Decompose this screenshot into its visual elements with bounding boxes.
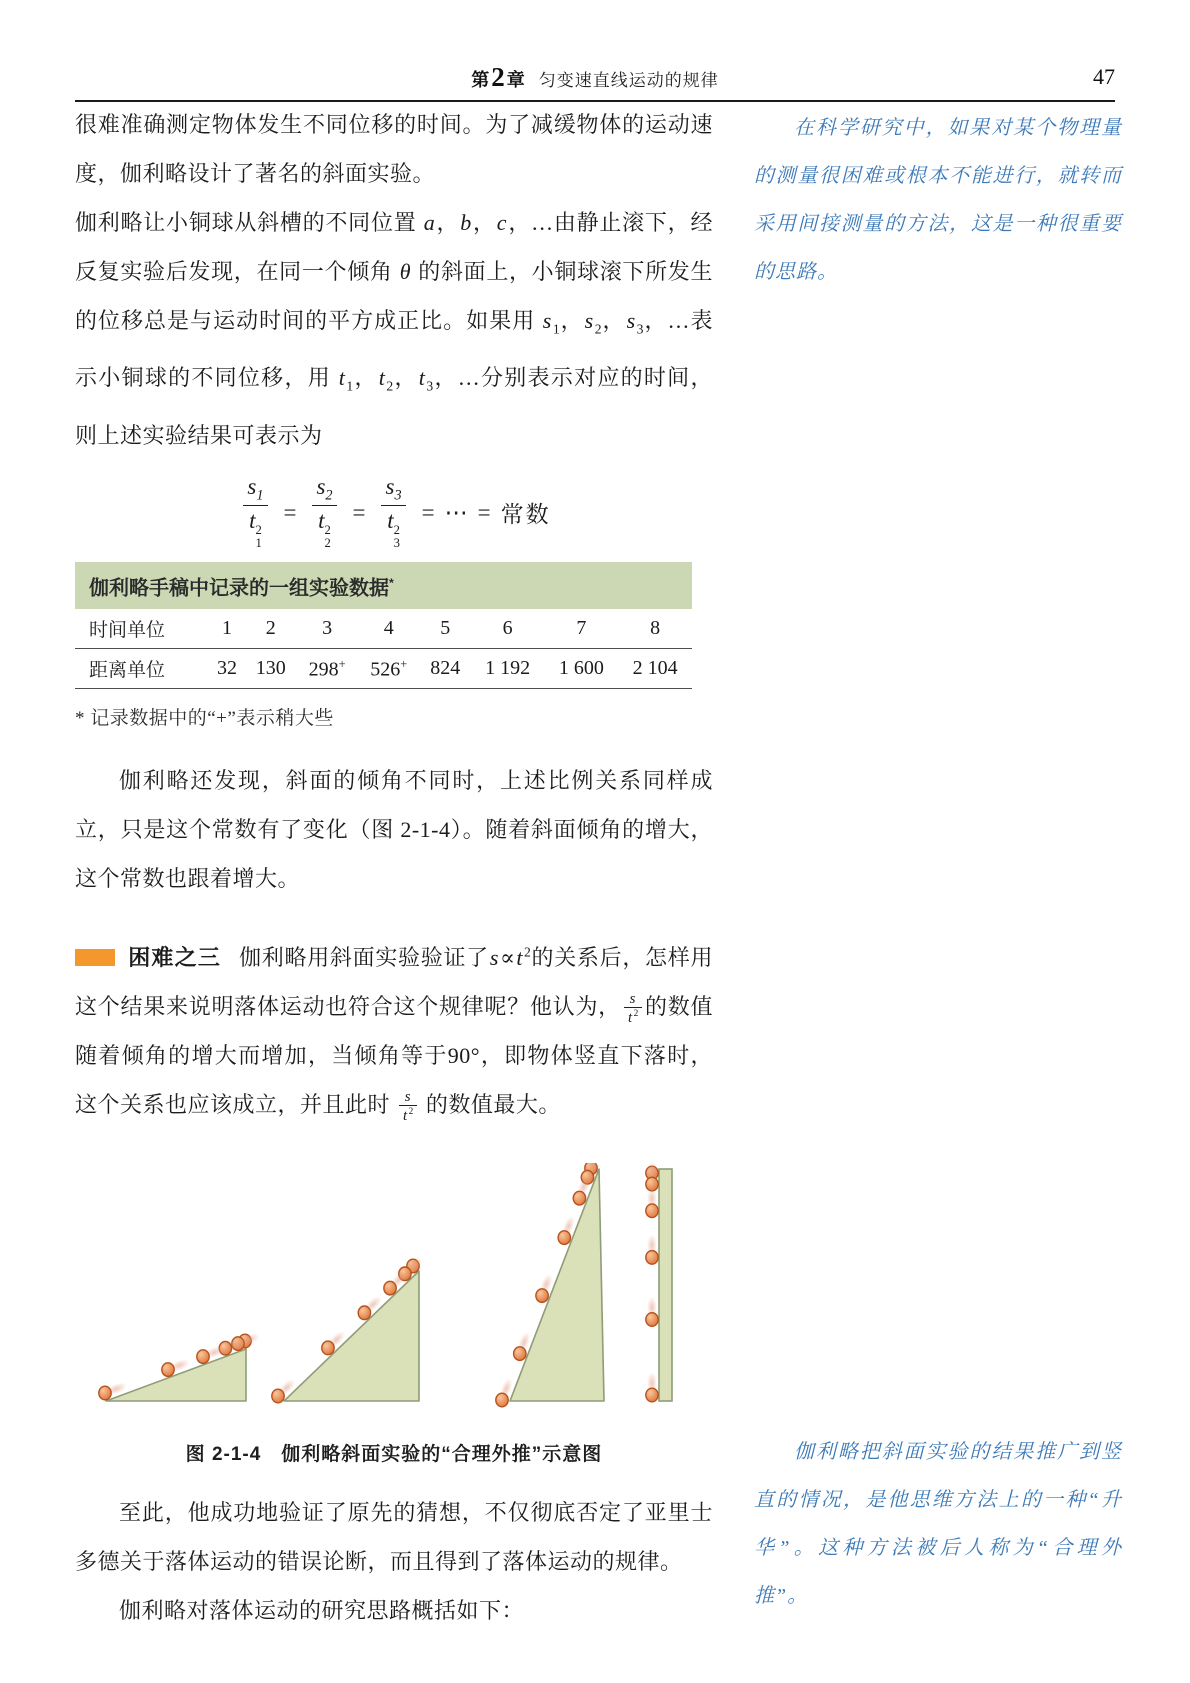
paragraph-summary-lead: 伽利略对落体运动的研究思路概括如下： (119, 1597, 525, 1623)
row-label: 时间单位 (75, 609, 209, 649)
copper-ball (321, 1341, 333, 1355)
table-cell: 130 (245, 649, 296, 689)
chapter-title: 匀变速直线运动的规律 (538, 71, 719, 90)
orange-marker-icon (75, 949, 115, 966)
page-header (75, 62, 1115, 102)
experiment-table-body (75, 609, 692, 689)
table-cell: 7 (545, 609, 619, 649)
row-label: 距离单位 (75, 649, 209, 689)
copper-ball (573, 1191, 585, 1205)
copper-ball (513, 1347, 525, 1361)
table-cell: 2 104 (618, 649, 692, 689)
figure-2-1-4 (75, 1163, 713, 1413)
copper-ball (645, 1204, 657, 1218)
table-row (75, 649, 692, 689)
copper-ball (645, 1388, 657, 1402)
incline-medium (284, 1271, 419, 1401)
table-cell: 6 (471, 609, 545, 649)
chapter-number: 2 (491, 62, 505, 92)
table-cell: 3 (296, 609, 358, 649)
incline-shallow (106, 1349, 246, 1401)
paragraph-experiment: 伽利略让小铜球从斜槽的不同位置 a，b，c，…由静止滚下，经反复实验后发现，在同一个倾角 θ 的斜面上，小铜球滚下所发生的位移总是与运动时间的平方成正比。如果用 $s_1$，$s_2$，$s_3$，…表示小铜球的不同位移，用 $t_1$，$t_2$，$t_3$，…分别表示对应的时间，则上述实验结果可表示为 (75, 210, 713, 448)
difficulty-paragraph (75, 927, 713, 1128)
figure-caption: 图 2-1-4 伽利略斜面实验的“合理外推”示意图 (185, 1443, 603, 1465)
page-number: 47 (1093, 64, 1115, 89)
figure-svg (86, 1163, 703, 1408)
copper-ball (161, 1363, 173, 1377)
copper-ball (196, 1350, 208, 1364)
difficulty-text: 伽利略用斜面实验验证了$s\propto t^2$的关系后，怎样用这个结果来说明落体运动也符合这个规律呢？他认为， $\frac{s}{t^2}$ 的数值随着倾角的增大而增加，当倾角等于90°，即物体竖直下落时，这个关系也应该成立，并且此时 $\frac{s}{t^2}$ 的数值最大。 (75, 944, 713, 1125)
margin-note-reasonable-extrapolation: 伽利略把斜面实验的结果推广到竖直的情况，是他思维方法上的一种“升华”。这种方法被后人称为“合理外推”。 (754, 1441, 1122, 1607)
table-cell: 8 (618, 609, 692, 649)
copper-ball (535, 1289, 547, 1303)
table-cell: 298+ (296, 649, 358, 689)
margin-note-indirect-measurement: 在科学研究中，如果对某个物理量的测量很困难或根本不能进行，就转而采用间接测量的方法，这是一种很重要的思路。 (754, 117, 1122, 283)
table-cell: 32 (209, 649, 245, 689)
data-table (75, 609, 692, 689)
paragraph-conclusion: 至此，他成功地验证了原先的猜想，不仅彻底否定了亚里士多德关于落体运动的错误论断，而且得到了落体运动的规律。 (75, 1499, 713, 1574)
table-cell: 4 (358, 609, 420, 649)
chapter-heading (75, 62, 1115, 93)
table-cell: 1 192 (471, 649, 545, 689)
difficulty-label: 困难之三 (128, 944, 222, 970)
table-cell: 1 (209, 609, 245, 649)
chapter-suffix: 章 (506, 70, 525, 90)
vertical-plane (659, 1169, 672, 1401)
table-cell: 824 (420, 649, 471, 689)
difficulty-block (75, 927, 713, 1128)
table-row (75, 609, 692, 649)
chapter-prefix: 第 (471, 70, 490, 90)
proportionality-formula: $s_1$ t 2 1 = $s_2$ t 2 2 = $s_3$ t 2 3 = ⋯ = 常数 (75, 474, 713, 552)
copper-ball (558, 1231, 570, 1245)
copper-ball (383, 1281, 395, 1295)
incline-steep (510, 1169, 604, 1401)
table-cell: 2 (245, 609, 296, 649)
copper-ball (645, 1250, 657, 1264)
main-column (75, 100, 713, 1635)
copper-ball (98, 1386, 110, 1400)
table-footnote: * 记录数据中的“+”表示稍大些 (75, 708, 334, 730)
experiment-data-table (75, 562, 692, 690)
table-cell: 1 600 (545, 649, 619, 689)
paragraph-incline-angle: 伽利略还发现，斜面的倾角不同时，上述比例关系同样成立，只是这个常数有了变化（图 2-1-4）。随着斜面倾角的增大，这个常数也跟着增大。 (75, 768, 713, 892)
table-cell: 526+ (358, 649, 420, 689)
copper-ball (271, 1389, 283, 1403)
copper-ball (358, 1306, 370, 1320)
paragraph-intro: 很难准确测定物体发生不同位移的时间。为了减缓物体的运动速度，伽利略设计了著名的斜面实验。 (75, 112, 713, 186)
table-cell: 5 (420, 609, 471, 649)
copper-ball (495, 1393, 507, 1407)
table-title-asterisk: * (389, 575, 394, 590)
table-title: 伽利略手稿中记录的一组实验数据* (75, 562, 692, 610)
copper-ball (645, 1312, 657, 1326)
